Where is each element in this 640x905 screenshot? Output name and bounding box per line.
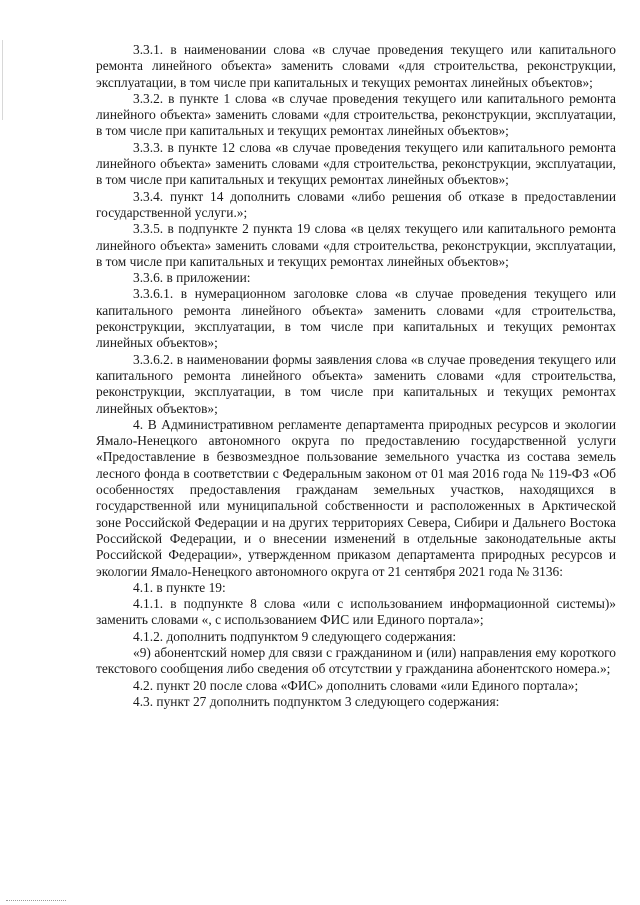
- document-body: [96, 42, 616, 710]
- paragraph-4-3: 4.3. пункт 27 дополнить подпунктом 3 следующего содержания:: [133, 693, 500, 709]
- paragraph-3-3-3: 3.3.3. в пункте 12 слова «в случае проведения текущего или капитального ремонта линейного объекта» заменить словами «для строительства, реконструкции, эксплуатации, в том числе при капитальных и текущих ремонтах линейных объектов»;: [96, 139, 616, 188]
- paragraph-3-3-4: 3.3.4. пункт 14 дополнить словами «либо решения об отказе в предоставлении государственной услуги.»;: [96, 188, 616, 220]
- paragraph-quote-9: «9) абонентский номер для связи с гражданином и (или) направления ему короткого текстового сообщения либо сведения об отсутствии у гражданина абонентского номера.»;: [96, 644, 616, 677]
- paragraph-4: 4. В Административном регламенте департамента природных ресурсов и экологии Ямало-Ненецкого автономного округа по предоставлению государственной услуги «Предоставление в безвозмездное пользование земельного участка из состава земель лесного фонда в соответствии с Федеральным законом от 01 мая 2016 года № 119-ФЗ «Об особенностях предоставления гражданам земельных участков, находящихся в государственной или муниципальной собственности и расположенных в Арктической зоне Российской Федерации и на других территориях Севера, Сибири и Дальнего Востока Российской Федерации, и о внесении изменений в отдельные законодательные акты Российской Федерации», утвержденном приказом департамента природных ресурсов и экологии Ямало-Ненецкого автономного округа от 21 сентября 2021 года № 3136:: [96, 416, 616, 579]
- paragraph-4-1-2: 4.1.2. дополнить подпунктом 9 следующего содержания:: [133, 628, 457, 644]
- paragraph-3-3-6-2: 3.3.6.2. в наименовании формы заявления слова «в случае проведения текущего или капитального ремонта линейного объекта» заменить словами «для строительства, реконструкции, эксплуатации, в том числе при капитальных и текущих ремонтах линейных объектов»;: [96, 351, 616, 416]
- scan-edge-mark: [2, 40, 3, 120]
- paragraph-4-1: 4.1. в пункте 19:: [133, 579, 226, 595]
- paragraph-4-1-1: 4.1.1. в подпункте 8 слова «или с использованием информационной системы)» заменить словами «, с использованием ФИС или Единого портала»;: [96, 596, 616, 628]
- paragraph-4-2: 4.2. пункт 20 после слова «ФИС» дополнить словами «или Единого портала»;: [133, 677, 579, 693]
- scan-bottom-mark: [6, 900, 66, 902]
- paragraph-3-3-5: 3.3.5. в подпункте 2 пункта 19 слова «в целях текущего или капитального ремонта линейного объекта» заменить словами «для строительства, реконструкции, эксплуатации, в том числе при капитальных и текущих ремонтах линейных объектов»;: [96, 221, 616, 269]
- paragraph-3-3-6-1: 3.3.6.1. в нумерационном заголовке слова «в случае проведения текущего или капитального ремонта линейного объекта» заменить словами «для строительства, реконструкции, эксплуатации, в том числе при капитальных и текущих ремонтах линейных объектов»;: [96, 286, 616, 351]
- paragraph-3-3-6: 3.3.6. в приложении:: [133, 270, 251, 286]
- paragraph-3-3-2: 3.3.2. в пункте 1 слова «в случае проведения текущего или капитального ремонта линейного объекта» заменить словами «для строительства, реконструкции, эксплуатации, в том числе при капитальных и текущих ремонтах линейных объектов»;: [96, 90, 616, 139]
- paragraph-3-3-1: 3.3.1. в наименовании слова «в случае проведения текущего или капитального ремонта линейного объекта» заменить словами «для строительства, реконструкции, эксплуатации, в том числе при капитальных и текущих ремонтах линейных объектов»;: [96, 42, 616, 90]
